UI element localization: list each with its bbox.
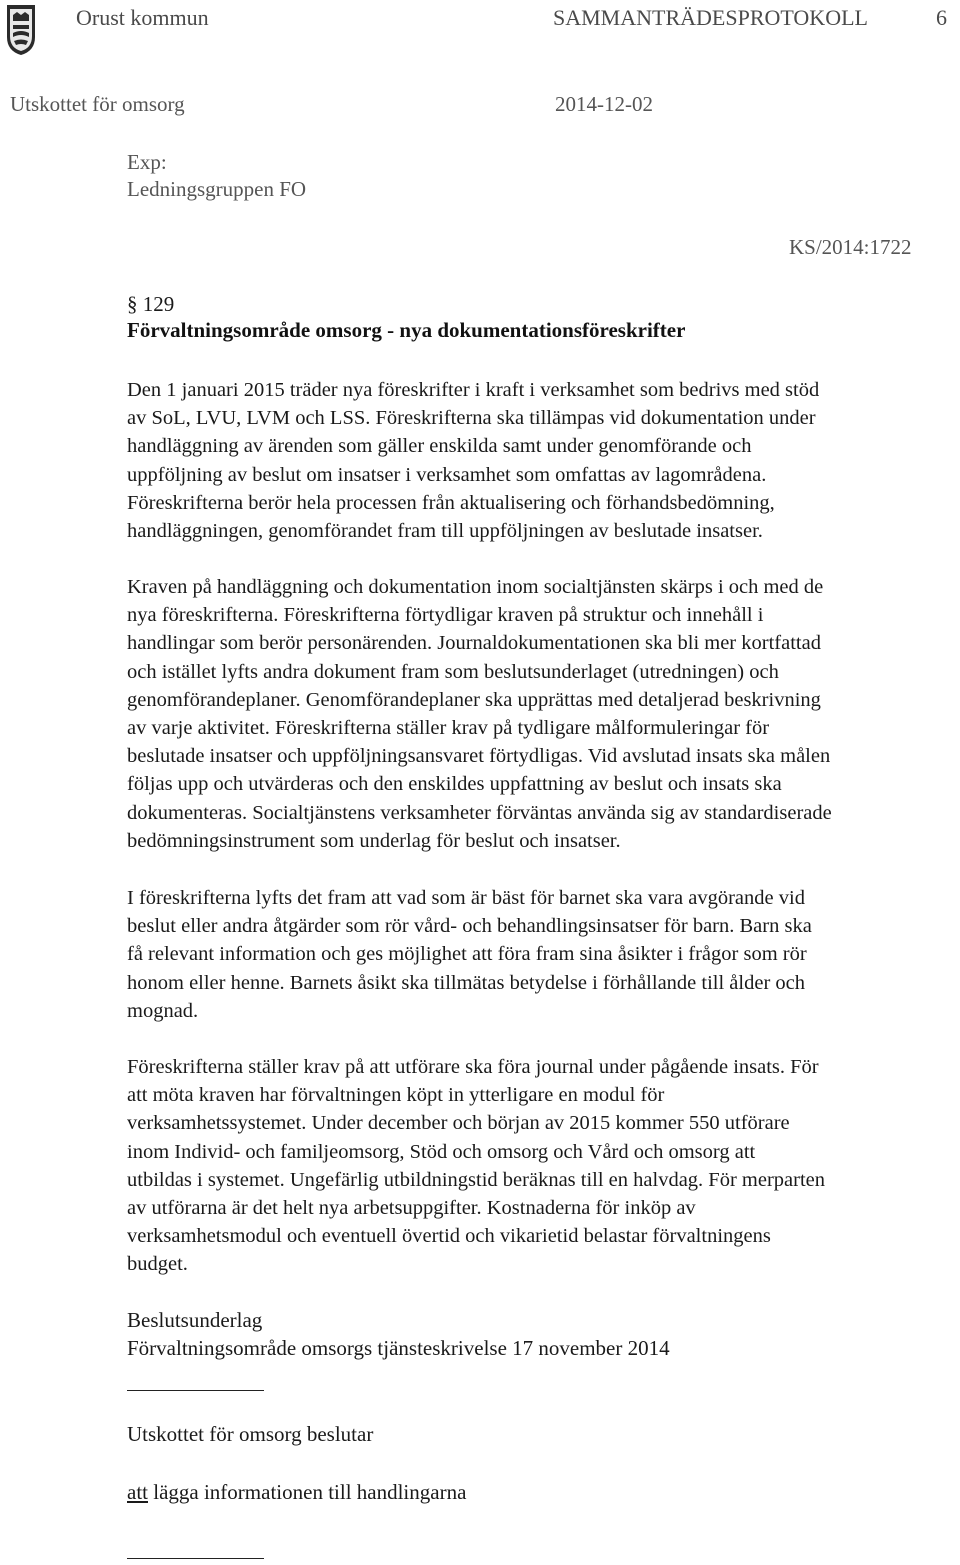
body-paragraph-3 <box>127 884 959 1025</box>
basis-label: Beslutsunderlag <box>127 1308 263 1332</box>
municipality-name: Orust kommun <box>76 5 209 30</box>
text-line: av varje aktivitet. Föreskrifterna ställer krav på tydligare målformuleringar för <box>127 716 770 739</box>
text-line: handlingar som berör personärenden. Journaldokumentationen ska bli mer kortfattad <box>127 632 821 655</box>
body-paragraph-1 <box>127 376 959 545</box>
divider-line <box>127 1390 264 1391</box>
text-line: mognad. <box>127 999 199 1022</box>
text-line: beslut eller andra åtgärder som rör vård- och behandlingsinsatser för barn. Barn ska <box>127 915 812 938</box>
municipality-crest-icon <box>5 3 37 57</box>
case-number: KS/2014:1722 <box>789 235 912 259</box>
text-line: uppföljning av beslut om insatser i verksamhet som omfattas av lagområdena. <box>127 463 767 486</box>
text-line: få relevant information och ges möjlighet att föra fram sina åsikter i frågor som rör <box>127 943 807 966</box>
text-line: honom eller henne. Barnets åsikt ska tillmätas betydelse i förhållande till ålder och <box>127 971 806 994</box>
basis-document: Förvaltningsområde omsorgs tjänsteskrivelse 17 november 2014 <box>127 1336 670 1360</box>
text-line: utbildas i systemet. Ungefärlig utbildningstid beräknas till en halvdag. För merparten <box>127 1168 825 1191</box>
text-line: Kraven på handläggning och dokumentation inom socialtjänsten skärps i och med de <box>127 576 824 598</box>
text-line: följas upp och utvärderas och den enskildes uppfattning av beslut och insats ska <box>127 773 782 796</box>
text-line: Föreskrifterna ställer krav på att utförare ska föra journal under pågående insats. För <box>127 1056 819 1078</box>
decision-label: Utskottet för omsorg beslutar <box>127 1422 374 1446</box>
text-line: handläggning av ärenden som gäller enskilda samt under genomförande och <box>127 435 752 458</box>
decision-lead-word: att <box>127 1480 148 1504</box>
text-line: Den 1 januari 2015 träder nya föreskrifter i kraft i verksamhet som bedrivs med stöd <box>127 379 820 401</box>
dispatch-label: Exp: <box>127 150 167 174</box>
text-line: verksamhetsmodul och eventuell övertid och vikarietid belastar förvaltningens <box>127 1225 771 1248</box>
page-number: 6 <box>936 5 947 30</box>
text-line: handläggningen, genomförandet fram till uppföljningen av beslutade insatser. <box>127 519 763 542</box>
text-line: att möta kraven har förvaltningen köpt in ytterligare en modul för <box>127 1084 665 1107</box>
divider-line <box>127 1558 264 1559</box>
body-paragraph-2 <box>127 573 959 855</box>
text-line: av utförarna är det helt nya arbetsuppgifter. Kostnaderna för inköp av <box>127 1196 696 1219</box>
text-line: nya föreskrifterna. Föreskrifterna förtydligar kraven på struktur och innehåll i <box>127 604 764 627</box>
text-line: dokumenteras. Socialtjänstens verksamheter förväntas använda sig av standardiserade <box>127 801 832 824</box>
text-line: och istället lyfts andra dokument fram som beslutsunderlaget (utredningen) och <box>127 660 779 683</box>
dispatch-recipient: Ledningsgruppen FO <box>127 177 307 201</box>
text-line: av SoL, LVU, LVM och LSS. Föreskrifterna ska tillämpas vid dokumentation under <box>127 407 816 430</box>
paragraph-title: Förvaltningsområde omsorg - nya dokumentationsföreskrifter <box>127 318 686 342</box>
paragraph-number <box>127 292 174 317</box>
text-line: bedömningsinstrument som underlag för beslut och insatser. <box>127 829 621 852</box>
committee-name: Utskottet för omsorg <box>10 92 185 116</box>
section-symbol: § <box>127 292 138 316</box>
text-line: Föreskrifterna berör hela processen från aktualisering och förhandsbedömning, <box>127 491 775 514</box>
decision-body: lägga informationen till handlingarna <box>148 1480 467 1504</box>
text-line: budget. <box>127 1253 188 1276</box>
text-line: genomförandeplaner. Genomförandeplaner ska upprättas med detaljerad beskrivning <box>127 688 821 711</box>
text-line: I föreskrifterna lyfts det fram att vad som är bäst för barnet ska vara avgörande vid <box>127 887 805 909</box>
meeting-date: 2014-12-02 <box>555 92 653 116</box>
document-type: SAMMANTRÄDESPROTOKOLL <box>553 5 868 30</box>
text-line: inom Individ- och familjeomsorg, Stöd och omsorg och Vård och omsorg att <box>127 1140 756 1163</box>
decision-text <box>127 1480 466 1505</box>
text-line: beslutade insatser och uppföljningsansvaret förtydligas. Vid avslutad insats ska målen <box>127 745 831 768</box>
body-paragraph-4 <box>127 1053 959 1279</box>
text-line: verksamhetssystemet. Under december och början av 2015 kommer 550 utförare <box>127 1112 790 1135</box>
paragraph-number-value: 129 <box>142 292 175 316</box>
